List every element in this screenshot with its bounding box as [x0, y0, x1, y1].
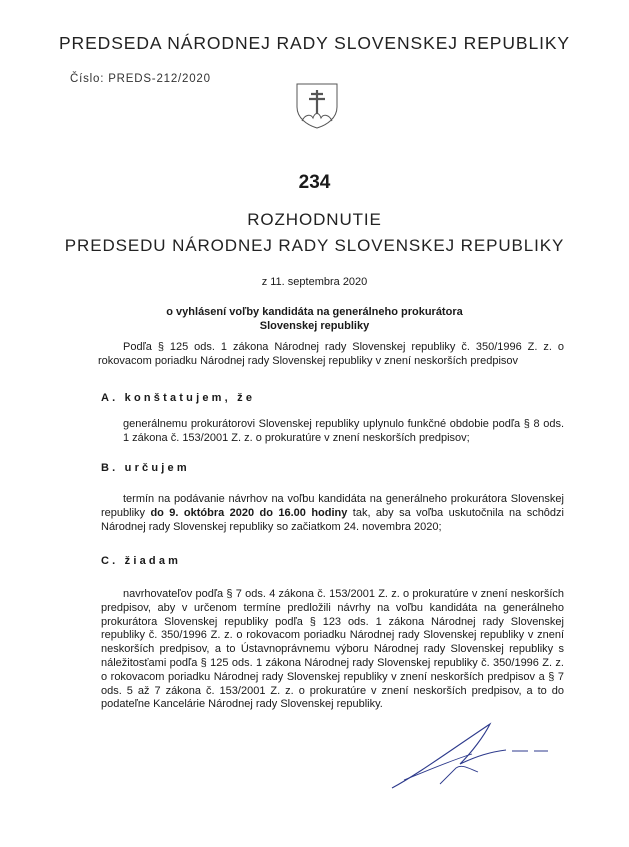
deadline-highlight: do 9. októbra 2020 do 16.00 hodiny	[150, 506, 348, 519]
subject-line: o vyhlásení voľby kandidáta na generálneho prokurátora	[166, 306, 463, 318]
slovak-coat-of-arms-icon	[291, 83, 343, 129]
document-date: z 11. septembra 2020	[261, 276, 368, 288]
section-b-text-part: tak, aby sa voľba uskutočnila na schôdzi Národnej rady Slovenskej republiky so začiatkom 24. novembra 2020;	[101, 506, 564, 533]
subject-line: Slovenskej republiky	[259, 320, 370, 332]
document-title: ROZHODNUTIE	[247, 210, 382, 229]
section-c-heading: C. žiadam	[101, 555, 182, 567]
signature	[380, 708, 555, 793]
document-subject	[0, 305, 629, 333]
section-a-heading: A. konštatujem, že	[101, 392, 256, 404]
reference-number: Číslo: PREDS-212/2020	[70, 73, 211, 85]
document-number: 234	[298, 172, 331, 193]
section-a-text: generálnemu prokurátorovi Slovenskej republiky uplynulo funkčné obdobie podľa § 8 ods. 1 zákona č. 153/2001 Z. z. o prokuratúre v znení neskorších predpisov;	[123, 418, 564, 444]
section-b-text-part: termín na podávanie návrhov na voľbu kandidáta na generálneho prokurátora Slovenskej republiky	[101, 493, 564, 519]
document-title-issuer: PREDSEDU NÁRODNEJ RADY SLOVENSKEJ REPUBLIKY	[64, 236, 565, 255]
intro-paragraph: Podľa § 125 ods. 1 zákona Národnej rady Slovenskej republiky č. 350/1996 Z. z. o rokovacom poriadku Národnej rady Slovenskej republiky v znení neskorších predpisov	[98, 341, 564, 367]
section-c-text: navrhovateľov podľa § 7 ods. 4 zákona č. 153/2001 Z. z. o prokuratúre v znení neskorších predpisov, aby v určenom termíne predložili návrhy na voľbu kandidáta na generálneho prokurátora Slovenskej republiky podľa § 123 ods. 1 zákona Národnej rady Slovenskej republiky č. 350/1996 Z. z. o rokovacom poriadku Národnej rady Slovenskej republiky v znení neskorších predpisov, a to Ústavnoprávnemu výboru Národnej rady Slovenskej republiky s náležitosťami podľa § 125 ods. 1 zákona Národnej rady Slovenskej republiky č. 350/1996 Z. z. o rokovacom poriadku Národnej rady Slovenskej republiky v znení neskorších predpisov a § 7 ods. 5 až 7 zákona č. 153/2001 Z. z. o prokuratúre v znení neskorších predpisov, a to do podateľne Kancelárie Národnej rady Slovenskej republiky.	[101, 588, 564, 711]
section-b-heading: B. určujem	[101, 462, 190, 474]
section-b-text	[101, 493, 564, 534]
institution-header: PREDSEDA NÁRODNEJ RADY SLOVENSKEJ REPUBLIKY	[58, 33, 571, 53]
